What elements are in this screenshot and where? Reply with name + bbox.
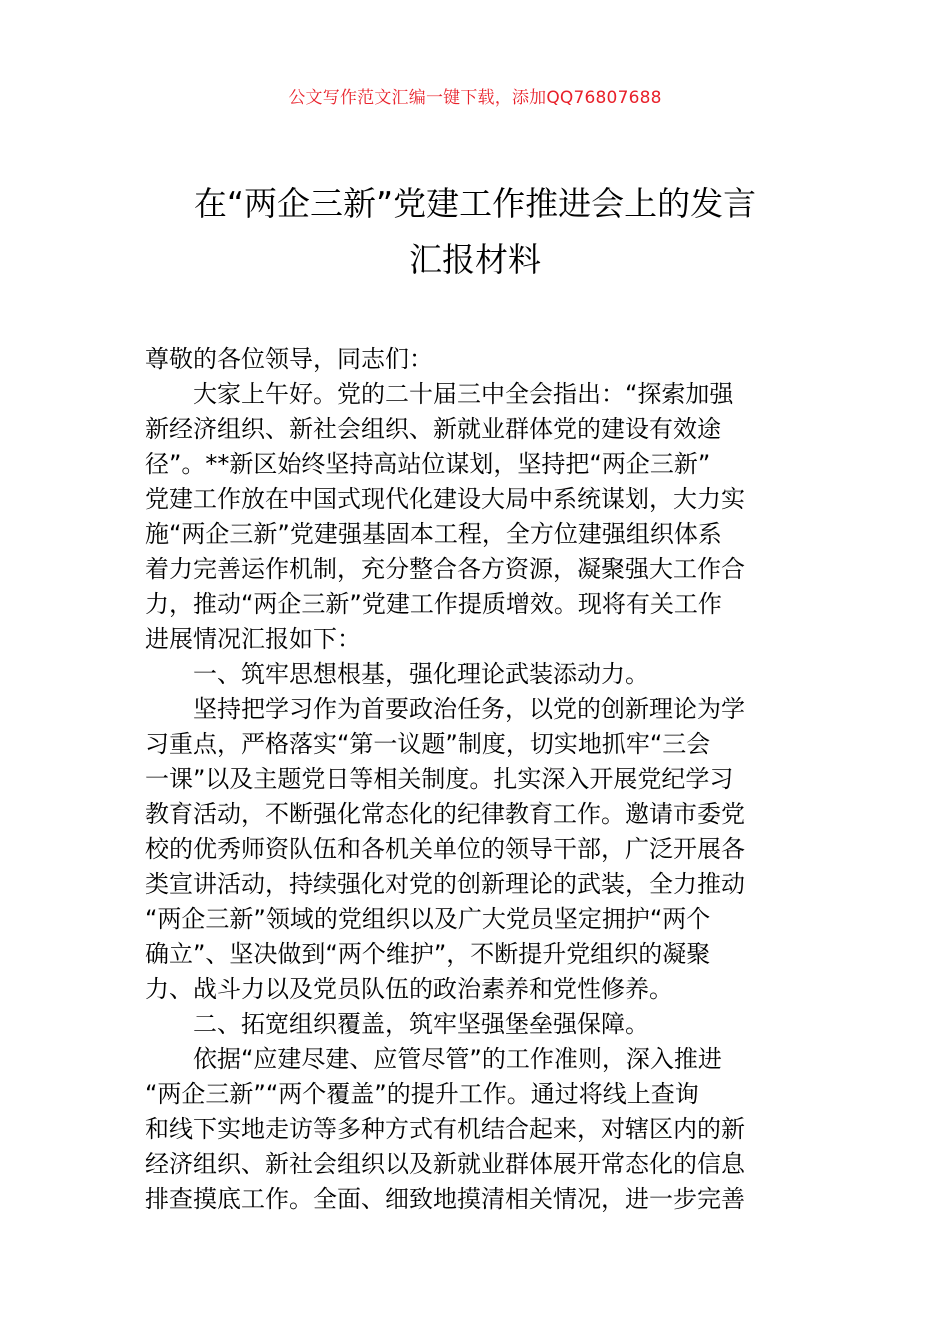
title-line-1: 在“两企三新”党建工作推进会上的发言 [193, 184, 757, 223]
body-line: 进展情况汇报如下： [145, 625, 361, 653]
body-line: 一课”以及主题党日等相关制度。扎实深入开展党纪学习 [145, 765, 734, 793]
body-line: 确立”、坚决做到“两个维护”，不断提升党组织的凝聚 [145, 940, 711, 968]
body-line: “两企三新”“两个覆盖”的提升工作。通过将线上查询 [145, 1080, 699, 1108]
document-title [145, 176, 805, 288]
body-line: 大家上午好。党的二十届三中全会指出：“探索加强 [145, 380, 734, 408]
body-line: 类宣讲活动，持续强化对党的创新理论的武装，全力推动 [145, 870, 745, 898]
salutation: 尊敬的各位领导，同志们： [145, 345, 433, 373]
body-line: 和线下实地走访等多种方式有机结合起来，对辖区内的新 [145, 1115, 745, 1143]
body-line: 坚持把学习作为首要政治任务，以党的创新理论为学 [145, 695, 745, 723]
download-banner: 公文写作范文汇编一键下载，添加QQ76807688 [288, 88, 662, 108]
body-line: 经济组织、新社会组织以及新就业群体展开常态化的信息 [145, 1150, 745, 1178]
body-line: 依据“应建尽建、应管尽管”的工作准则，深入推进 [145, 1045, 722, 1073]
body-line: 施“两企三新”党建强基固本工程，全方位建强组织体系 [145, 520, 722, 548]
body-line: 习重点，严格落实“第一议题”制度，切实地抓牢“三会 [145, 730, 711, 758]
body-line: 力，推动“两企三新”党建工作提质增效。现将有关工作 [145, 590, 722, 618]
body-line: 新经济组织、新社会组织、新就业群体党的建设有效途 [145, 415, 721, 443]
title-line-2: 汇报材料 [409, 240, 541, 279]
body-line: 力、战斗力以及党员队伍的政治素养和党性修养。 [145, 975, 673, 1003]
document-body [145, 342, 807, 1217]
body-line: “两企三新”领域的党组织以及广大党员坚定拥护“两个 [145, 905, 711, 933]
body-line: 径”。**新区始终坚持高站位谋划，坚持把“两企三新” [145, 450, 711, 478]
body-line: 着力完善运作机制，充分整合各方资源，凝聚强大工作合 [145, 555, 745, 583]
body-line: 教育活动，不断强化常态化的纪律教育工作。邀请市委党 [145, 800, 745, 828]
section-heading-2: 二、拓宽组织覆盖，筑牢坚强堡垒强保障。 [145, 1010, 649, 1038]
section-heading-1: 一、筑牢思想根基，强化理论武装添动力。 [145, 660, 649, 688]
body-line: 校的优秀师资队伍和各机关单位的领导干部，广泛开展各 [145, 835, 745, 863]
body-line: 排查摸底工作。全面、细致地摸清相关情况，进一步完善 [145, 1185, 745, 1213]
body-line: 党建工作放在中国式现代化建设大局中系统谋划，大力实 [145, 485, 745, 513]
